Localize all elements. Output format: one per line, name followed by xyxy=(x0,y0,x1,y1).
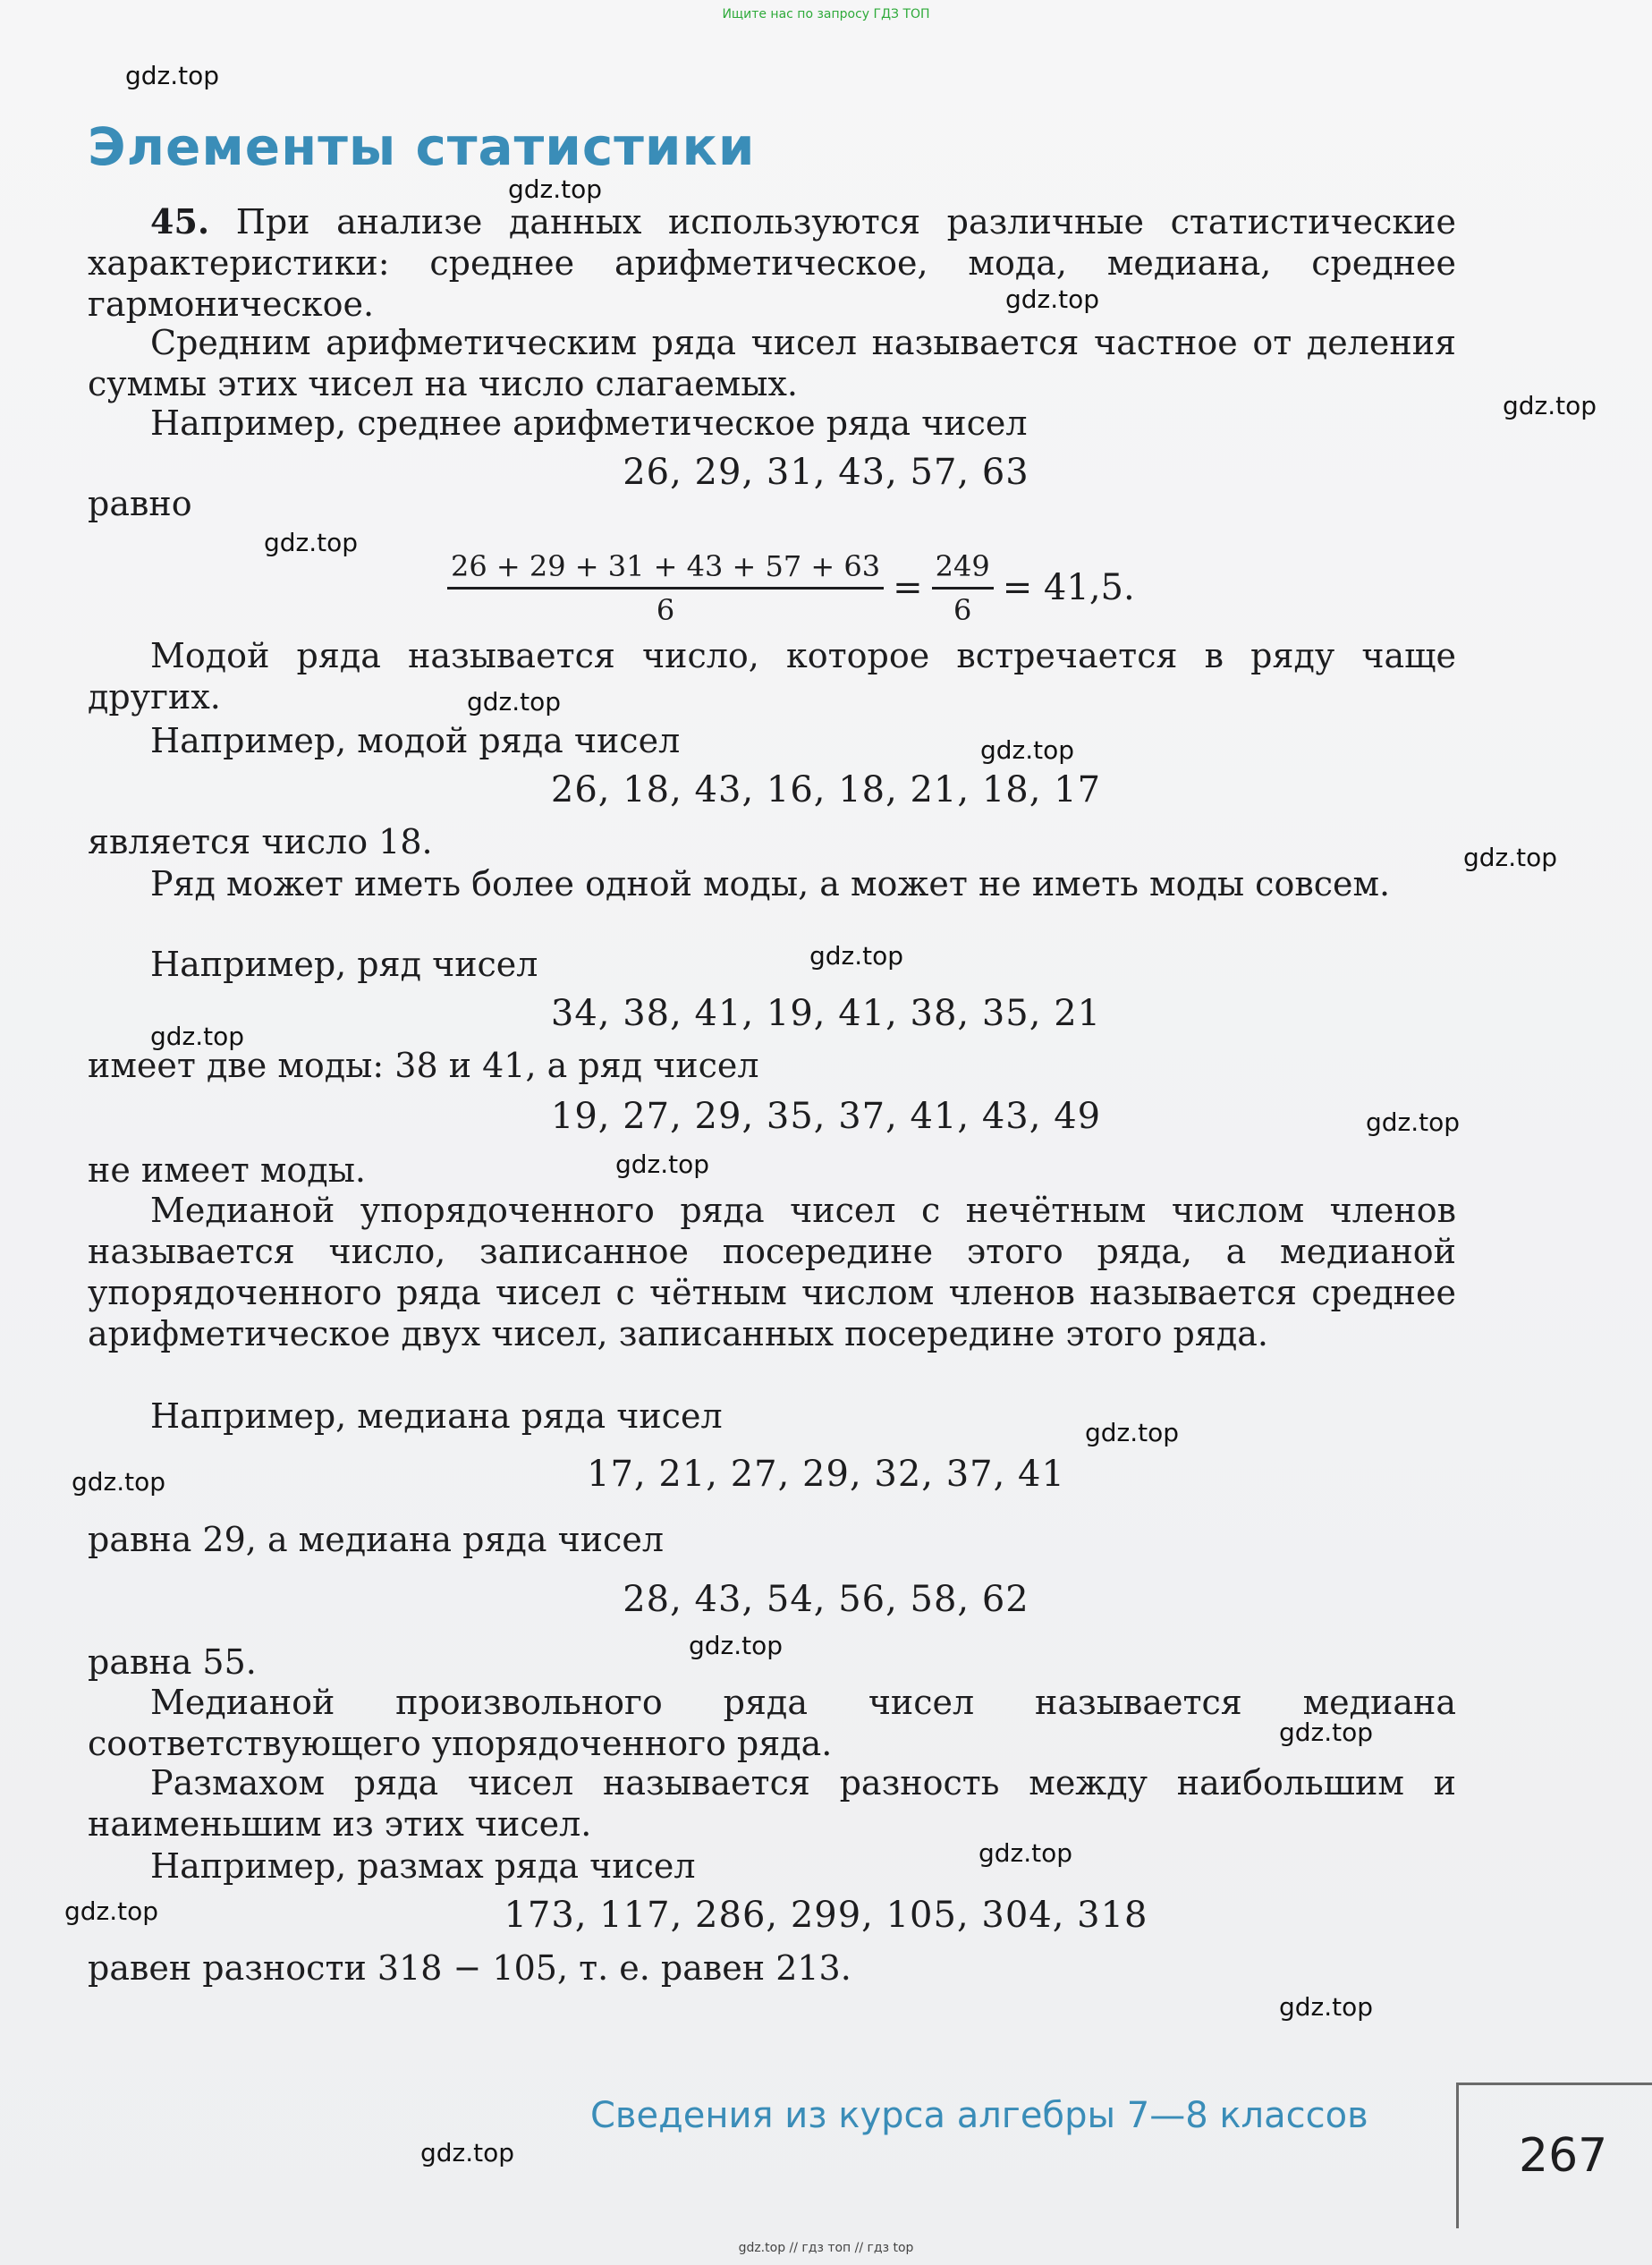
bottom-banner: gdz.top // гдз топ // гдз top xyxy=(738,2241,914,2255)
formula-denominator-total: 6 xyxy=(953,592,972,627)
formula-equals: = xyxy=(893,567,923,608)
paragraph-series-example: Например, ряд чисел xyxy=(150,945,538,984)
formula-result: = 41,5. xyxy=(1002,567,1135,608)
watermark: gdz.top xyxy=(150,1022,245,1051)
paragraph-median-result-2: равна 55. xyxy=(88,1642,257,1682)
top-banner: Ищите нас по запросу ГДЗ ТОП xyxy=(722,7,930,21)
watermark: gdz.top xyxy=(1279,1718,1374,1747)
watermark: gdz.top xyxy=(980,735,1075,765)
paragraph-multiple-modes: Ряд может иметь более одной моды, а может не иметь моды совсем. xyxy=(150,864,1391,903)
paragraph-intro xyxy=(88,201,1456,325)
paragraph-mode-result: является число 18. xyxy=(88,822,433,861)
watermark: gdz.top xyxy=(264,528,359,557)
formula-denominator-count: 6 xyxy=(656,592,675,627)
paragraph-equals: равно xyxy=(88,484,192,523)
paragraph-range-result: равен разности 318 − 105, т. е. равен 213. xyxy=(88,1948,851,1988)
intro-text: При анализе данных используются различные статистические характеристики: среднее арифметическое, мода, медиана, среднее гармоническое. xyxy=(88,202,1456,324)
number-series-6: 28, 43, 54, 56, 58, 62 xyxy=(623,1579,1029,1620)
watermark: gdz.top xyxy=(1085,1418,1180,1447)
watermark: gdz.top xyxy=(420,2138,515,2167)
watermark: gdz.top xyxy=(125,61,220,90)
watermark: gdz.top xyxy=(64,1896,159,1926)
mean-formula xyxy=(447,547,1144,628)
watermark: gdz.top xyxy=(1279,1992,1374,2022)
formula-fraction-sum xyxy=(447,549,884,627)
paragraph-mode-definition: Модой ряда называется число, которое встречается в ряду чаще других. xyxy=(88,636,1456,717)
watermark: gdz.top xyxy=(1503,391,1597,420)
watermark: gdz.top xyxy=(1463,843,1558,872)
paragraph-median-example: Например, медиана ряда чисел xyxy=(150,1396,723,1436)
number-series-5: 17, 21, 27, 29, 32, 37, 41 xyxy=(587,1454,1065,1495)
footer-course-title: Сведения из курса алгебры 7—8 классов xyxy=(590,2095,1368,2136)
watermark: gdz.top xyxy=(467,687,562,717)
paragraph-two-modes: имеет две моды: 38 и 41, а ряд чисел xyxy=(88,1046,759,1085)
paragraph-mean-example: Например, среднее арифметическое ряда чисел xyxy=(150,403,1028,443)
paragraph-median-result: равна 29, а медиана ряда чисел xyxy=(88,1520,664,1559)
section-title: Элементы статистики xyxy=(88,116,756,177)
watermark: gdz.top xyxy=(508,174,603,204)
paragraph-no-mode: не имеет моды. xyxy=(88,1150,367,1190)
paragraph-range-definition: Размахом ряда чисел называется разность между наибольшим и наименьшим из этих чисел. xyxy=(88,1763,1456,1844)
number-series-2: 26, 18, 43, 16, 18, 21, 18, 17 xyxy=(550,769,1102,810)
watermark: gdz.top xyxy=(809,941,904,971)
watermark: gdz.top xyxy=(1366,1107,1461,1137)
paragraph-arbitrary-median: Медианой произвольного ряда чисел называется медиана соответствующего упорядоченного ряда. xyxy=(88,1683,1456,1763)
watermark: gdz.top xyxy=(689,1631,784,1660)
item-number: 45. xyxy=(150,201,210,242)
paragraph-mean-definition: Средним арифметическим ряда чисел называется частное от деления суммы этих чисел на число слагаемых. xyxy=(88,323,1456,403)
number-series-7: 173, 117, 286, 299, 105, 304, 318 xyxy=(504,1895,1148,1936)
formula-fraction-total xyxy=(932,549,994,627)
number-series-3: 34, 38, 41, 19, 41, 38, 35, 21 xyxy=(550,993,1102,1034)
watermark: gdz.top xyxy=(1005,284,1100,314)
watermark: gdz.top xyxy=(615,1149,710,1179)
watermark: gdz.top xyxy=(72,1467,166,1497)
paragraph-range-example: Например, размах ряда чисел xyxy=(150,1846,696,1886)
watermark: gdz.top xyxy=(978,1838,1073,1868)
page-number: 267 xyxy=(1519,2129,1608,2183)
number-series-1: 26, 29, 31, 43, 57, 63 xyxy=(623,452,1029,493)
paragraph-mode-example: Например, модой ряда чисел xyxy=(150,721,681,760)
number-series-4: 19, 27, 29, 35, 37, 41, 43, 49 xyxy=(550,1096,1102,1137)
formula-numerator-total: 249 xyxy=(932,549,994,590)
formula-numerator-sum: 26 + 29 + 31 + 43 + 57 + 63 xyxy=(447,549,884,590)
paragraph-median-definition: Медианой упорядоченного ряда чисел с нечётным числом членов называется число, записанное посередине этого ряда, а медианой упорядоченного ряда чисел с чётным числом членов называется среднее арифметическое двух чисел, записанных посередине этого ряда. xyxy=(88,1191,1456,1353)
